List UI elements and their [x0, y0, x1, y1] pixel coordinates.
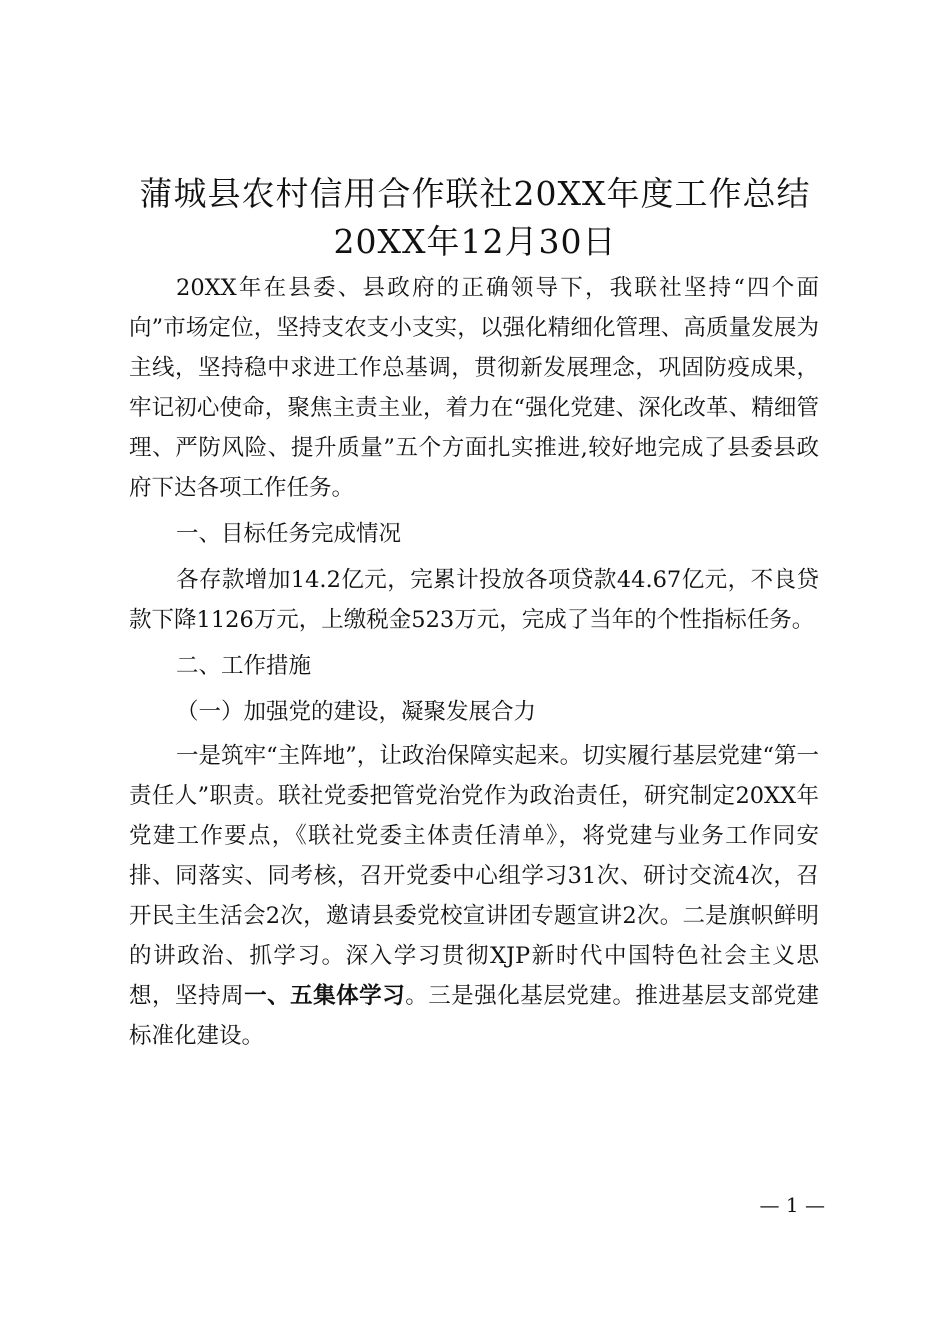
section-heading-1: 一、目标任务完成情况	[176, 521, 402, 547]
subsection-1-paragraph	[129, 736, 819, 1056]
document-body	[129, 268, 819, 1056]
document-title: 蒲城县农村信用合作联社20XX年度工作总结	[139, 174, 811, 213]
page-number: — 1 —	[759, 1193, 825, 1217]
subsection-1-text-b: 。三是强化基层党建。推进基层支部党建标准化建设。	[129, 983, 819, 1049]
subsection-1-bold-text: 一、五集体学习	[244, 983, 406, 1009]
section-heading-2: 二、工作措施	[176, 653, 312, 679]
section-1-paragraph: 各存款增加14.2亿元，完累计投放各项贷款44.67亿元，不良贷款下降1126万元，上缴税金523万元，完成了当年的个性指标任务。	[129, 567, 819, 633]
subsection-1-text-a: 一是筑牢“主阵地”，让政治保障实起来。切实履行基层党建“第一责任人”职责。联社党委把管党治党作为政治责任，研究制定20XX年党建工作要点，《联社党委主体责任清单》，将党建与业务工作同安排、同落实、同考核，召开党委中心组学习31次、研讨交流4次，召开民主生活会2次，邀请县委党校宣讲团专题宣讲2次。二是旗帜鲜明的讲政治、抓学习。深入学习贯彻XJP新时代中国特色社会主义思想，坚持周	[129, 743, 819, 1009]
document-date: 20XX年12月30日	[333, 222, 617, 261]
subsection-heading-1: （一）加强党的建设，凝聚发展合力	[176, 699, 537, 725]
intro-paragraph: 20XX年在县委、县政府的正确领导下，我联社坚持“四个面向”市场定位，坚持支农支小支实，以强化精细化管理、高质量发展为主线，坚持稳中求进工作总基调，贯彻新发展理念，巩固防疫成果，牢记初心使命，聚焦主责主业，着力在“强化党建、深化改革、精细管理、严防风险、提升质量”五个方面扎实推进,较好地完成了县委县政府下达各项工作任务。	[129, 275, 819, 501]
